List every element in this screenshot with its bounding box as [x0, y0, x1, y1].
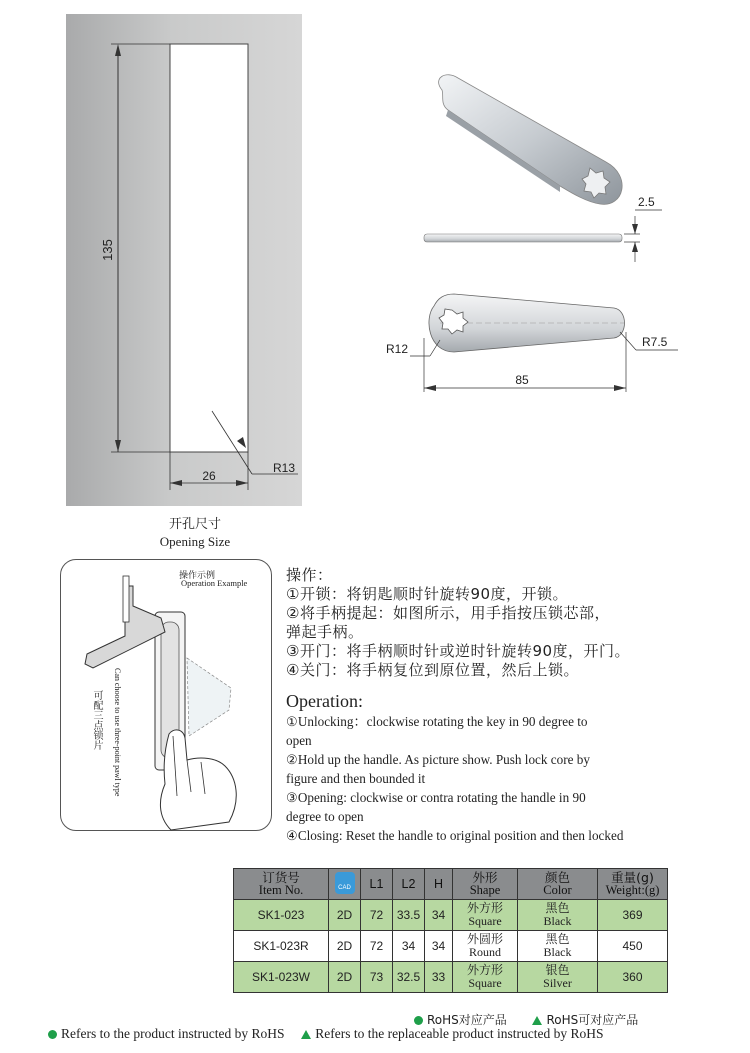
example-note-en: Can choose to use three-point pawl type [113, 668, 122, 797]
operation-step-cn-2: ②将手柄提起：如图所示，用手指按压锁芯部， [286, 604, 610, 622]
handle-3d-view [439, 75, 623, 205]
replace-cn-label: RoHS可对应产品 [546, 1013, 639, 1027]
cell-l2: 32.5 [393, 962, 425, 993]
cell-l2: 34 [393, 931, 425, 962]
header-l1: L1 [361, 869, 393, 900]
cell-h: 34 [425, 900, 453, 931]
handle-top-view [386, 294, 678, 392]
cell-cad: 2D [329, 931, 361, 962]
operation-step-en-3: ③Opening: clockwise or contra rotating the handle in 90 [286, 790, 586, 805]
cell-cad: 2D [329, 962, 361, 993]
rohs-legend-en [48, 1026, 604, 1042]
cell-item: SK1-023W [234, 962, 329, 993]
cell-shape: 外圆形 Round [453, 931, 518, 962]
cell-weight: 450 [598, 931, 668, 962]
length-label: 85 [515, 373, 529, 387]
header-cad [329, 869, 361, 900]
cell-l1: 72 [361, 931, 393, 962]
operation-step-cn-2b: 弹起手柄。 [286, 623, 364, 641]
cell-color: 银色 Silver [518, 962, 598, 993]
operation-step-en-2b: figure and then bounded it [286, 771, 426, 786]
example-title-cn: 操作示例 [179, 571, 216, 581]
operation-heading-cn: 操作： [286, 566, 333, 584]
rohs-en-label: Refers to the product instructed by RoHS [61, 1026, 285, 1041]
operation-step-cn-4: ④关门：将手柄复位到原位置，然后上锁。 [286, 661, 579, 679]
spec-table [233, 868, 668, 993]
rohs-dot-icon [48, 1030, 57, 1039]
operation-heading-en: Operation: [286, 691, 363, 711]
operation-instructions [286, 566, 696, 845]
opening-radius-label: R13 [273, 461, 296, 475]
cell-item: SK1-023 [234, 900, 329, 931]
example-title-en: Operation Example [181, 578, 248, 588]
header-weight: 重量(g) Weight:(g) [598, 869, 668, 900]
cell-l1: 73 [361, 962, 393, 993]
rohs-cn-label: RoHS对应产品 [427, 1013, 507, 1027]
opening-caption-cn: 开孔尺寸 [168, 517, 221, 532]
cell-cad: 2D [329, 900, 361, 931]
cell-h: 33 [425, 962, 453, 993]
opening-size-drawing [66, 14, 302, 506]
table-header-row [234, 869, 668, 900]
header-h: H [425, 869, 453, 900]
handle-drawing [386, 70, 690, 410]
radius-large-label: R12 [386, 342, 409, 356]
radius-small-label: R7.5 [642, 335, 668, 349]
opening-caption-en: Opening Size [159, 534, 231, 549]
operation-step-en-3b: degree to open [286, 809, 364, 824]
opening-size-panel [66, 14, 302, 506]
cell-l1: 72 [361, 900, 393, 931]
example-note-cn: 可配三点锁片 [91, 690, 102, 750]
cell-item: SK1-023R [234, 931, 329, 962]
operation-step-cn-3: ③开门：将手柄顺时针或逆时针旋转90度，开门。 [286, 642, 631, 660]
operation-step-en-2: ②Hold up the handle. As picture show. Push lock core by [286, 752, 590, 767]
cell-weight: 369 [598, 900, 668, 931]
operation-step-en-1: ①Unlocking：clockwise rotating the key in 90 degree to [286, 714, 588, 729]
rohs-dot-icon [414, 1016, 423, 1025]
replace-en-label: Refers to the replaceable product instructed by RoHS [315, 1026, 604, 1041]
header-l2: L2 [393, 869, 425, 900]
header-item-no: 订货号 Item No. [234, 869, 329, 900]
table-row [234, 931, 668, 962]
operation-step-en-1b: open [286, 733, 312, 748]
table-row [234, 900, 668, 931]
cell-shape: 外方形 Square [453, 962, 518, 993]
cell-weight: 360 [598, 962, 668, 993]
replace-triangle-icon [532, 1016, 542, 1025]
cell-h: 34 [425, 931, 453, 962]
operation-step-en-4: ④Closing: Reset the handle to original position and then locked [286, 828, 624, 843]
opening-size-caption [120, 516, 270, 550]
cell-l2: 33.5 [393, 900, 425, 931]
opening-height-label: 135 [100, 239, 115, 261]
operation-example-box [60, 559, 272, 831]
replace-triangle-icon [301, 1030, 311, 1039]
handle-side-view [424, 195, 662, 262]
cell-color: 黑色 Black [518, 900, 598, 931]
cad-icon: CAD [335, 872, 355, 894]
table-row [234, 962, 668, 993]
opening-width-label: 26 [202, 469, 216, 483]
thickness-label: 2.5 [638, 195, 655, 209]
operation-step-cn-1: ①开锁：将钥匙顺时针旋转90度，开锁。 [286, 585, 569, 603]
header-shape: 外形 Shape [453, 869, 518, 900]
header-color: 颜色 Color [518, 869, 598, 900]
cell-color: 黑色 Black [518, 931, 598, 962]
cell-shape: 外方形 Square [453, 900, 518, 931]
